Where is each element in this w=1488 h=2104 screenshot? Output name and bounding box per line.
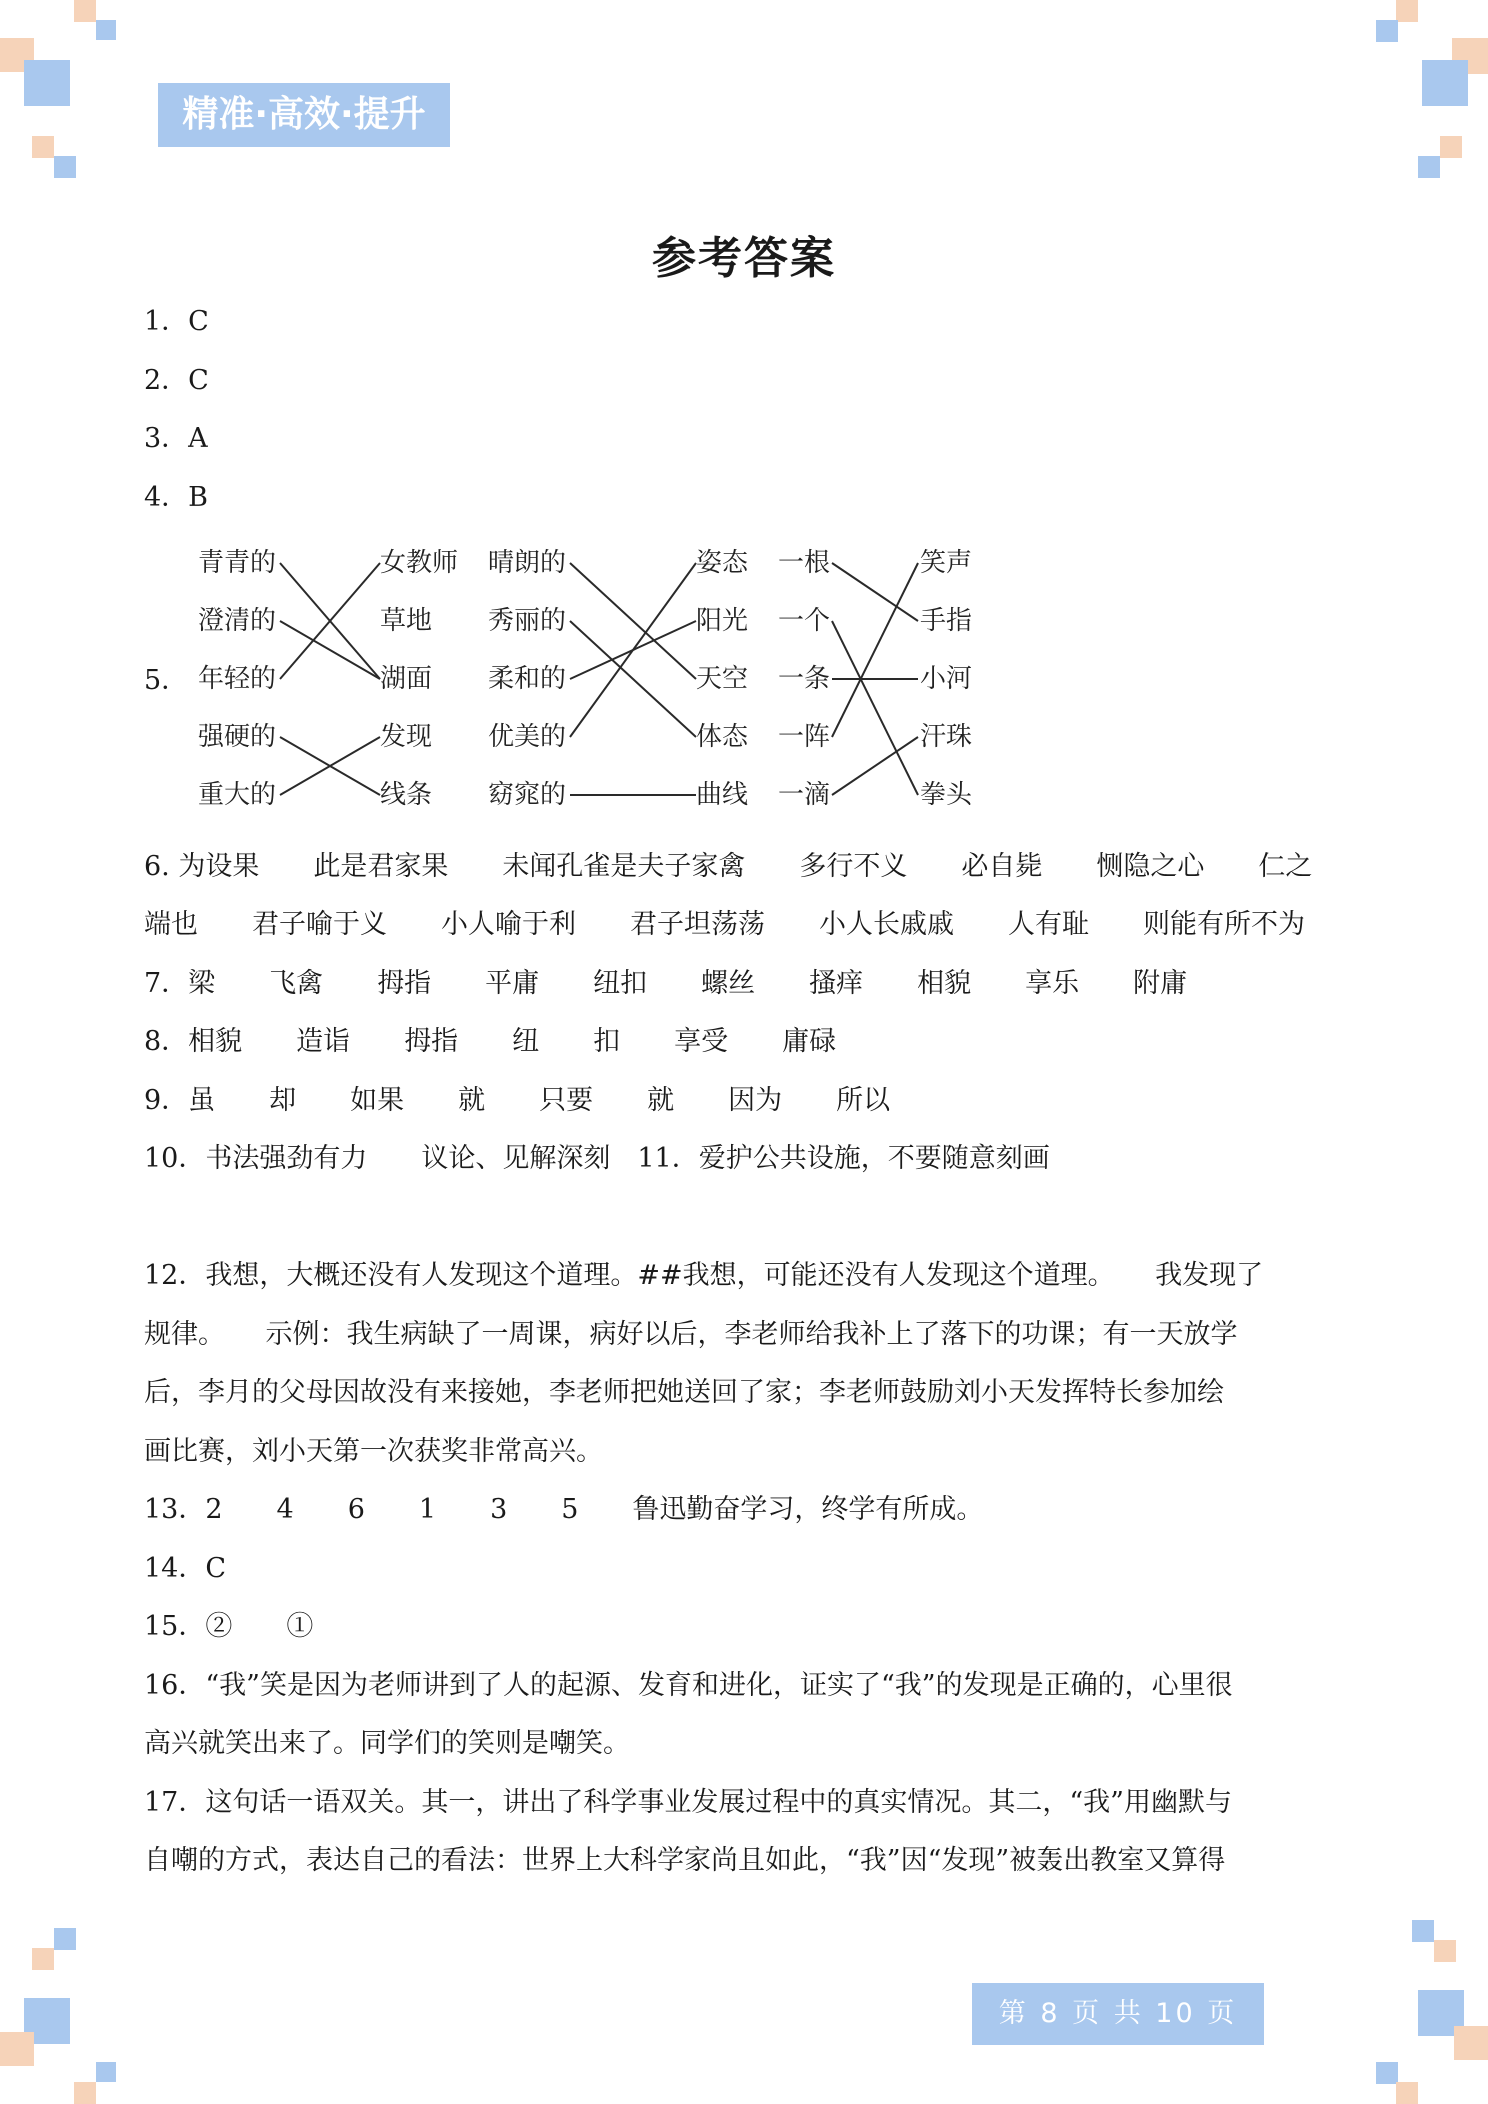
match-word-g1: 重大的 [198,780,277,810]
match-target-g1: 线条 [380,780,433,810]
corner-decoration [1396,2082,1418,2104]
answer-line: 后，李月的父母因故没有来接她，李老师把她送回了家；李老师鼓励刘小天发挥特长参加绘 [144,1377,1224,1408]
match-word-g1: 澄清的 [198,606,277,636]
answer-line: 6. 为设果 此是君家果 未闻孔雀是夫子家禽 多行不义 必自毙 恻隐之心 仁之 [144,851,1313,882]
match-word-g2: 优美的 [488,722,567,752]
corner-decoration [96,2062,116,2082]
match-link-line [570,563,696,737]
answer-line: 自嘲的方式，表达自己的看法：世界上大科学家尚且如此，“我”因“发现”被轰出教室又算得 [144,1845,1226,1876]
corner-decoration [1440,136,1462,158]
answer-line: 17．这句话一语双关。其一，讲出了科学事业发展过程中的真实情况。其二，“我”用幽默与 [144,1787,1232,1818]
answer-line: 4．B [144,482,209,513]
match-target-g2: 体态 [696,722,749,752]
answer-line: 13．2 4 6 1 3 5 鲁迅勤奋学习，终学有所成。 [144,1494,984,1525]
match-target-g1: 发现 [380,722,433,752]
answer-line: 7．梁 飞禽 拇指 平庸 纽扣 螺丝 搔痒 相貌 享乐 附庸 [144,968,1188,999]
answer-line: 9．虽 却 如果 就 只要 就 因为 所以 [144,1085,891,1116]
corner-decoration [0,2032,34,2066]
answer-line: 12．我想，大概还没有人发现这个道理。##我想，可能还没有人发现这个道理。 我发现了 [144,1260,1264,1291]
match-word-g2: 秀丽的 [488,606,567,636]
match-target-g3: 小河 [920,664,973,694]
match-word-g2: 窈窕的 [488,780,567,810]
answer-line: 15．② ① [144,1611,314,1642]
corner-decoration [96,20,116,40]
match-target-g2: 天空 [696,664,749,694]
match-word-g3: 一条 [778,664,831,694]
answer-line: 2．C [144,365,209,396]
answer-line: 8．相貌 造诣 拇指 纽 扣 享受 庸碌 [144,1026,837,1057]
answer-line: 10．书法强劲有力 议论、见解深刻 11．爱护公共设施，不要随意刻画 [144,1143,1050,1174]
match-target-g3: 手指 [920,606,973,636]
match-target-g3: 笑声 [920,548,973,578]
corner-decoration [1434,1940,1456,1962]
corner-decoration [1422,60,1468,106]
match-word-g3: 一阵 [778,722,831,752]
answer-line: 3．A [144,423,208,454]
match-target-g2: 姿态 [696,548,749,578]
match-link-line [832,621,918,795]
corner-decoration [1412,1920,1434,1942]
corner-decoration [1376,2062,1398,2084]
match-link-line [280,737,380,795]
match-target-g1: 草地 [380,606,433,636]
match-word-g2: 柔和的 [488,664,567,694]
corner-decoration [32,136,54,158]
corner-decoration [74,2082,96,2104]
match-target-g1: 湖面 [380,664,433,694]
answer-line: 1．C [144,306,209,337]
answer-line: 14．C [144,1553,227,1584]
page-title: 参考答案 [652,233,836,284]
match-word-g2: 晴朗的 [488,548,567,578]
match-word-g3: 一滴 [778,780,831,810]
match-word-g1: 强硬的 [198,722,277,752]
corner-decoration [54,1928,76,1950]
page-number: 第 8 页 共 10 页 [972,1983,1264,2045]
corner-decoration [1376,20,1398,42]
header-badge: 精准·高效·提升 [158,83,450,147]
corner-decoration [74,0,96,22]
answer-line: 画比赛，刘小天第一次获奖非常高兴。 [144,1436,603,1467]
match-word-g1: 青青的 [198,548,277,578]
answer-line: 16．“我”笑是因为老师讲到了人的起源、发育和进化，证实了“我”的发现是正确的，心里很 [144,1670,1233,1701]
match-link-line [832,563,918,737]
match-word-g3: 一根 [778,548,831,578]
match-target-g3: 拳头 [920,780,973,810]
q5-label: 5． [144,665,189,696]
match-word-g1: 年轻的 [198,664,277,694]
corner-decoration [32,1948,54,1970]
match-link-line [832,563,918,621]
match-target-g1: 女教师 [380,548,459,578]
match-link-line [832,737,918,795]
corner-decoration [1454,2026,1488,2060]
corner-decoration [54,156,76,178]
corner-decoration [1418,156,1440,178]
match-link-line [280,737,380,795]
match-target-g3: 汗珠 [920,722,973,752]
corner-decoration [24,60,70,106]
match-target-g2: 阳光 [696,606,749,636]
corner-decoration [1396,0,1418,22]
match-target-g2: 曲线 [696,780,749,810]
answer-line: 端也 君子喻于义 小人喻于利 君子坦荡荡 小人长戚戚 人有耻 则能有所不为 [144,909,1305,940]
match-word-g3: 一个 [778,606,831,636]
answer-line: 规律。 示例：我生病缺了一周课，病好以后，李老师给我补上了落下的功课；有一天放学 [144,1319,1238,1350]
answer-line: 高兴就笑出来了。同学们的笑则是嘲笑。 [144,1728,630,1759]
